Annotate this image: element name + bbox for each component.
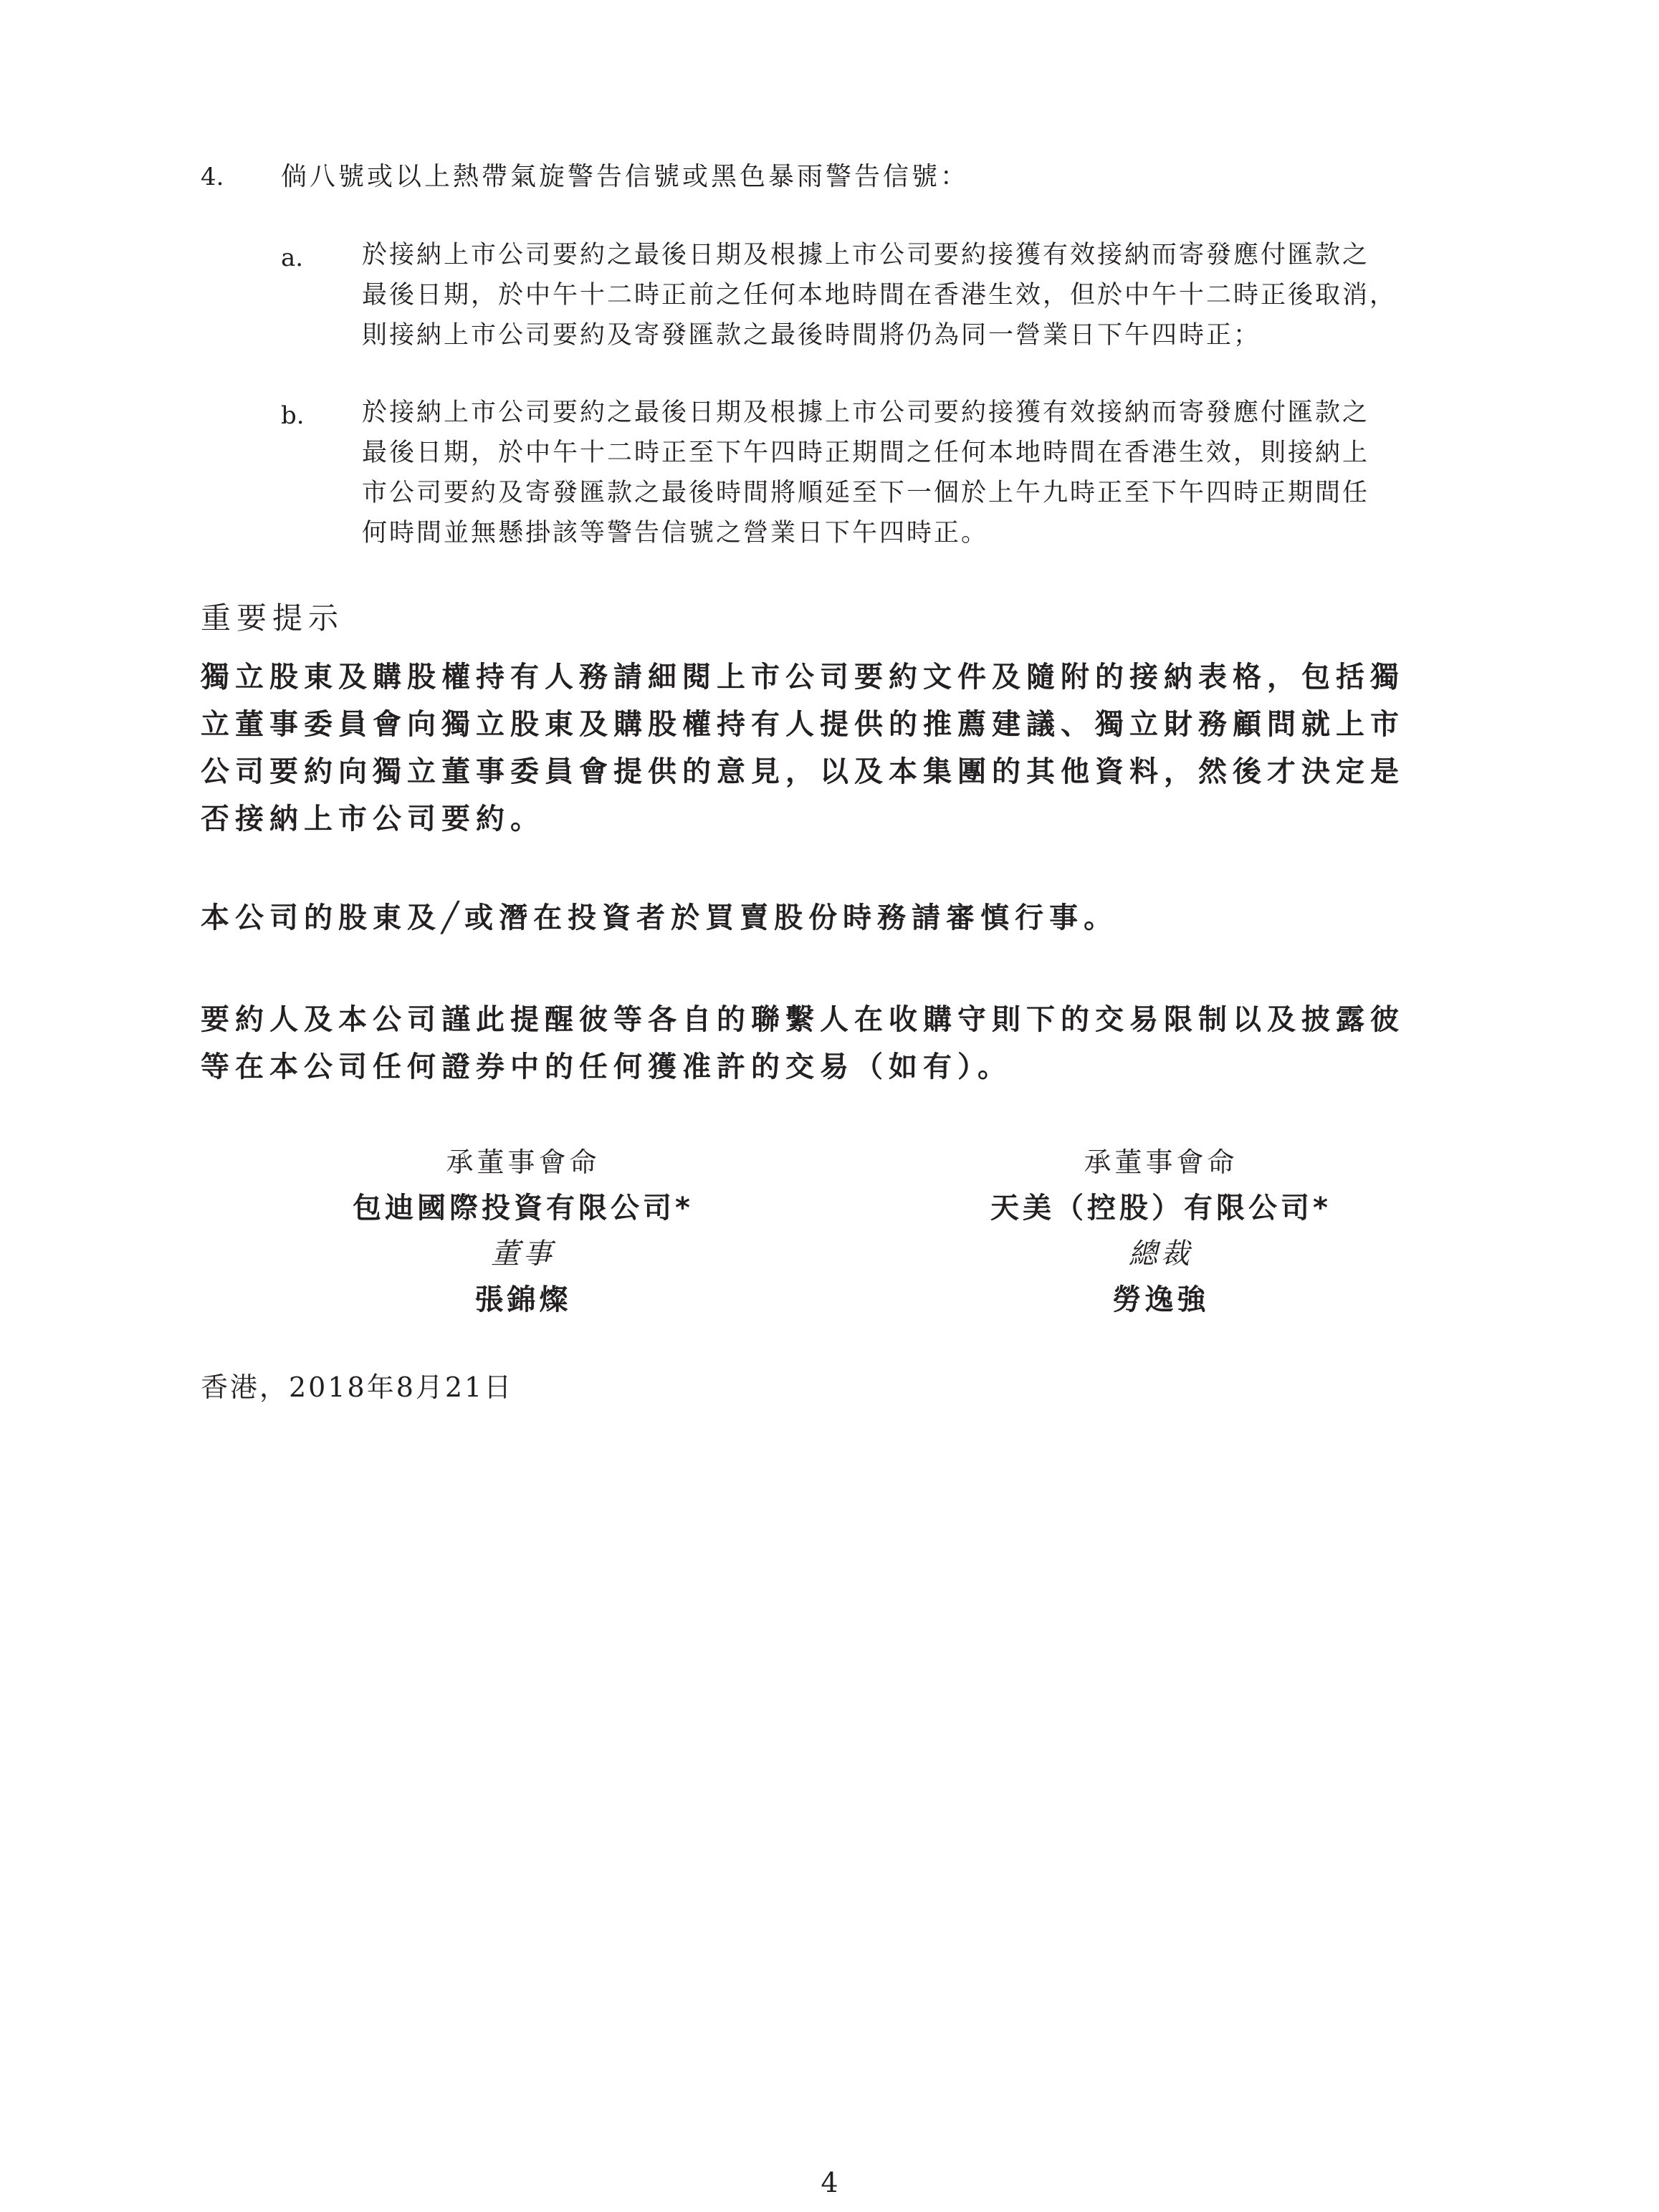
notice-paragraph-3	[201, 996, 1476, 1091]
notice-paragraph-line: 等在本公司任何證券中的任何獲准許的交易（如有）。	[201, 1050, 1012, 1083]
notice-paragraph-2	[201, 894, 1476, 942]
notice-paragraph-line: 公司要約向獨立董事委員會提供的意見，以及本集團的其他資料，然後才決定是	[201, 755, 1405, 788]
sub-item-a-text	[362, 235, 1469, 355]
item-4-number: 4.	[201, 163, 224, 191]
sub-item-b-line: 於接納上市公司要約之最後日期及根據上市公司要約接獲有效接納而寄發應付匯款之	[362, 398, 1370, 427]
notice-paragraph-1	[201, 653, 1476, 843]
notice-paragraph-line: 獨立股東及購股權持有人務請細閱上市公司要約文件及隨附的接納表格，包括獨	[201, 661, 1405, 694]
notice-paragraph-line: 本公司的股東及╱或潛在投資者於買賣股份時務請審慎行事。	[201, 901, 1119, 934]
sub-item-a-line: 於接納上市公司要約之最後日期及根據上市公司要約接獲有效接納而寄發應付匯款之	[362, 241, 1370, 269]
signature-right-company: 天美（控股）有限公司*	[990, 1192, 1331, 1225]
signature-right-title: 總裁	[1129, 1237, 1193, 1270]
sub-item-a-line: 則接納上市公司要約及寄發匯款之最後時間將仍為同一營業日下午四時正；	[362, 321, 1261, 350]
notice-title: 重要提示	[201, 600, 345, 636]
sub-item-a-label: a.	[281, 244, 304, 272]
signature-left	[308, 1139, 738, 1323]
document-date: 香港，2018年8月21日	[201, 1371, 514, 1403]
sub-item-a-line: 最後日期，於中午十二時正前之任何本地時間在香港生效，但於中午十二時正後取消，	[362, 281, 1397, 310]
notice-paragraph-line: 要約人及本公司謹此提醒彼等各自的聯繫人在收購守則下的交易限制以及披露彼	[201, 1003, 1405, 1036]
notice-paragraph-line: 否接納上市公司要約。	[201, 803, 545, 836]
sub-item-b-line: 最後日期，於中午十二時正至下午四時正期間之任何本地時間在香港生效，則接納上	[362, 439, 1370, 467]
signature-left-order: 承董事會命	[446, 1146, 601, 1178]
sub-item-b-line: 市公司要約及寄發匯款之最後時間將順延至下一個於上午九時正至下午四時正期間任	[362, 479, 1370, 507]
page-number: 4	[821, 2167, 838, 2198]
sub-item-b-label: b.	[281, 401, 305, 430]
sub-item-b-text	[362, 393, 1469, 553]
signature-left-name: 張錦燦	[474, 1283, 572, 1316]
signature-right-order: 承董事會命	[1084, 1146, 1238, 1178]
signature-right	[946, 1139, 1376, 1323]
signature-left-title: 董事	[491, 1237, 555, 1270]
signature-left-company: 包迪國際投資有限公司*	[353, 1192, 694, 1225]
signature-right-name: 勞逸強	[1112, 1283, 1210, 1316]
sub-item-b-line: 何時間並無懸掛該等警告信號之營業日下午四時正。	[362, 519, 989, 547]
item-4-heading: 倘八號或以上熱帶氣旋警告信號或黑色暴雨警告信號：	[281, 162, 970, 191]
notice-paragraph-line: 立董事委員會向獨立股東及購股權持有人提供的推薦建議、獨立財務顧問就上市	[201, 708, 1405, 741]
